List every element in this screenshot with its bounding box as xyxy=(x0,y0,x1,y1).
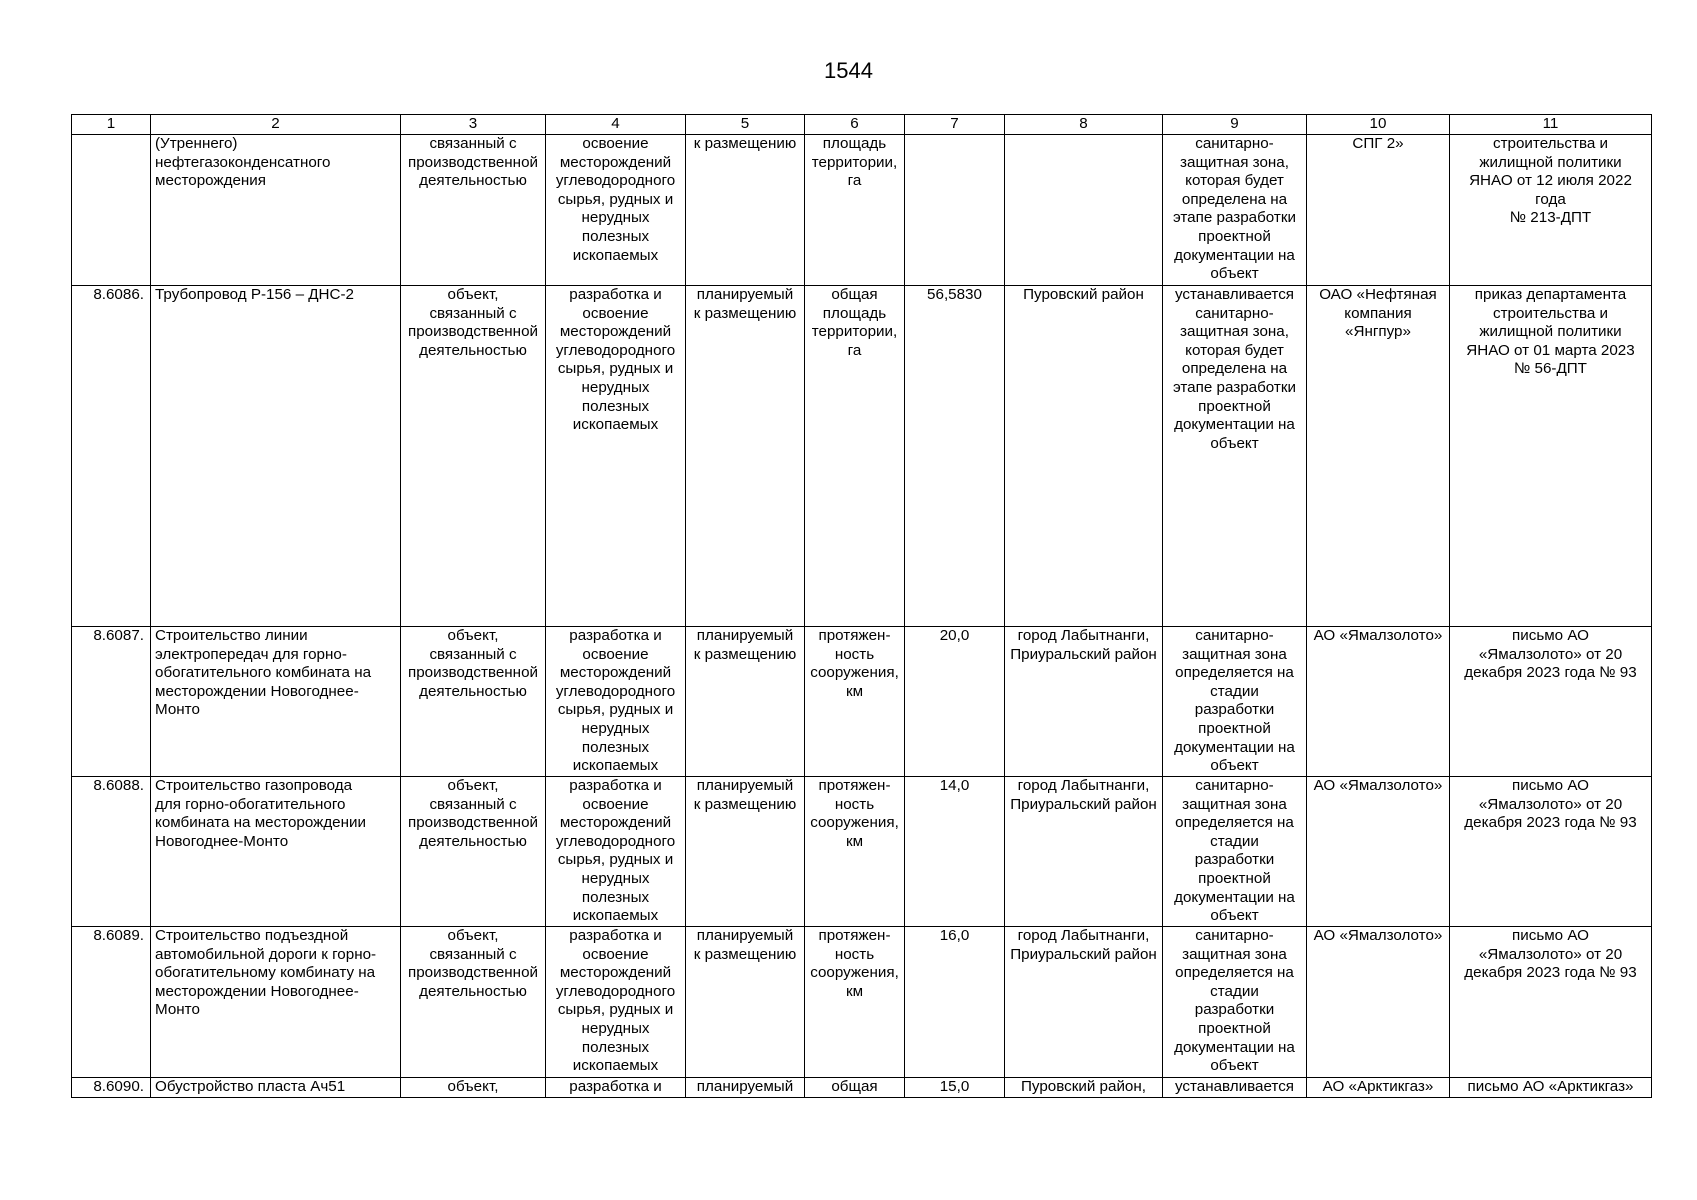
header-cell: 10 xyxy=(1307,115,1450,135)
object-status: планируемый к размещению xyxy=(686,286,805,627)
object-status: планируемый к размещению xyxy=(686,927,805,1078)
object-value: 56,5830 xyxy=(905,286,1005,627)
table-row xyxy=(72,927,1652,1078)
object-type: связанный с производственной деятельностью xyxy=(401,135,546,286)
object-name: Трубопровод Р-156 – ДНС-2 xyxy=(151,286,401,627)
table-row xyxy=(72,777,1652,927)
object-location xyxy=(1005,135,1163,286)
object-zone: санитарно- защитная зона определяется на стадии разработки проектной документации на объект xyxy=(1163,777,1307,927)
object-status: к размещению xyxy=(686,135,805,286)
object-measure: протяжен- ность сооружения, км xyxy=(805,627,905,777)
object-location: город Лабытнанги, Приуральский район xyxy=(1005,627,1163,777)
object-type: объект, xyxy=(401,1078,546,1098)
object-purpose: освоение месторождений углеводородного сырья, рудных и нерудных полезных ископаемых xyxy=(546,135,686,286)
object-basis: письмо АО «Арктикгаз» xyxy=(1450,1078,1652,1098)
object-status: планируемый к размещению xyxy=(686,777,805,927)
object-name: Обустройство пласта Ач51 xyxy=(151,1078,401,1098)
object-location: Пуровский район xyxy=(1005,286,1163,627)
row-number xyxy=(72,135,151,286)
row-number: 8.6087. xyxy=(72,627,151,777)
header-cell: 6 xyxy=(805,115,905,135)
object-organization: ОАО «Нефтяная компания «Янгпур» xyxy=(1307,286,1450,627)
object-zone: устанавливается санитарно- защитная зона, которая будет определена на этапе разработки проектной документации на объект xyxy=(1163,286,1307,627)
object-value: 20,0 xyxy=(905,627,1005,777)
row-number: 8.6090. xyxy=(72,1078,151,1098)
table-row xyxy=(72,135,1652,286)
table-row xyxy=(72,627,1652,777)
header-cell: 5 xyxy=(686,115,805,135)
object-measure: площадь территории, га xyxy=(805,135,905,286)
object-value: 15,0 xyxy=(905,1078,1005,1098)
object-basis: строительства и жилищной политики ЯНАО от 12 июля 2022 года № 213-ДПТ xyxy=(1450,135,1652,286)
object-organization: АО «Ямалзолото» xyxy=(1307,927,1450,1078)
object-status: планируемый xyxy=(686,1078,805,1098)
header-cell: 7 xyxy=(905,115,1005,135)
object-organization: АО «Арктикгаз» xyxy=(1307,1078,1450,1098)
object-value: 14,0 xyxy=(905,777,1005,927)
object-type: объект, связанный с производственной деятельностью xyxy=(401,927,546,1078)
register-table xyxy=(71,114,1652,1098)
object-location: Пуровский район, xyxy=(1005,1078,1163,1098)
header-cell: 8 xyxy=(1005,115,1163,135)
row-number: 8.6089. xyxy=(72,927,151,1078)
object-purpose: разработка и освоение месторождений углеводородного сырья, рудных и нерудных полезных ископаемых xyxy=(546,927,686,1078)
object-zone: устанавливается xyxy=(1163,1078,1307,1098)
header-cell: 4 xyxy=(546,115,686,135)
object-type: объект, связанный с производственной деятельностью xyxy=(401,777,546,927)
object-name: (Утреннего) нефтегазоконденсатного месторождения xyxy=(151,135,401,286)
object-type: объект, связанный с производственной деятельностью xyxy=(401,627,546,777)
row-number: 8.6088. xyxy=(72,777,151,927)
object-zone: санитарно- защитная зона определяется на стадии разработки проектной документации на объект xyxy=(1163,927,1307,1078)
header-cell: 1 xyxy=(72,115,151,135)
header-cell: 2 xyxy=(151,115,401,135)
object-measure: общая площадь территории, га xyxy=(805,286,905,627)
object-organization: АО «Ямалзолото» xyxy=(1307,777,1450,927)
object-organization: СПГ 2» xyxy=(1307,135,1450,286)
object-name: Строительство газопровода для горно-обогатительного комбината на месторождении Новогоднее-Монто xyxy=(151,777,401,927)
header-cell: 11 xyxy=(1450,115,1652,135)
header-cell: 9 xyxy=(1163,115,1307,135)
object-purpose: разработка и освоение месторождений углеводородного сырья, рудных и нерудных полезных ископаемых xyxy=(546,627,686,777)
table-header-row xyxy=(72,115,1652,135)
object-purpose: разработка и xyxy=(546,1078,686,1098)
object-basis: приказ департамента строительства и жилищной политики ЯНАО от 01 марта 2023 № 56-ДПТ xyxy=(1450,286,1652,627)
object-location: город Лабытнанги, Приуральский район xyxy=(1005,927,1163,1078)
object-location: город Лабытнанги, Приуральский район xyxy=(1005,777,1163,927)
object-type: объект, связанный с производственной деятельностью xyxy=(401,286,546,627)
object-name: Строительство линии электропередач для горно- обогатительного комбината на месторождении Новогоднее- Монто xyxy=(151,627,401,777)
object-zone: санитарно- защитная зона определяется на стадии разработки проектной документации на объект xyxy=(1163,627,1307,777)
object-value: 16,0 xyxy=(905,927,1005,1078)
table-row xyxy=(72,286,1652,627)
object-purpose: разработка и освоение месторождений углеводородного сырья, рудных и нерудных полезных ископаемых xyxy=(546,777,686,927)
object-name: Строительство подъездной автомобильной дороги к горно- обогатительному комбинату на месторождении Новогоднее- Монто xyxy=(151,927,401,1078)
object-measure: протяжен- ность сооружения, км xyxy=(805,927,905,1078)
object-purpose: разработка и освоение месторождений углеводородного сырья, рудных и нерудных полезных ископаемых xyxy=(546,286,686,627)
row-number: 8.6086. xyxy=(72,286,151,627)
header-cell: 3 xyxy=(401,115,546,135)
object-measure: общая xyxy=(805,1078,905,1098)
page-number: 1544 xyxy=(824,58,873,83)
object-basis: письмо АО «Ямалзолото» от 20 декабря 2023 года № 93 xyxy=(1450,927,1652,1078)
object-basis: письмо АО «Ямалзолото» от 20 декабря 2023 года № 93 xyxy=(1450,777,1652,927)
object-measure: протяжен- ность сооружения, км xyxy=(805,777,905,927)
object-basis: письмо АО «Ямалзолото» от 20 декабря 2023 года № 93 xyxy=(1450,627,1652,777)
table-row xyxy=(72,1078,1652,1098)
object-zone: санитарно- защитная зона, которая будет определена на этапе разработки проектной документации на объект xyxy=(1163,135,1307,286)
object-organization: АО «Ямалзолото» xyxy=(1307,627,1450,777)
object-value xyxy=(905,135,1005,286)
object-status: планируемый к размещению xyxy=(686,627,805,777)
